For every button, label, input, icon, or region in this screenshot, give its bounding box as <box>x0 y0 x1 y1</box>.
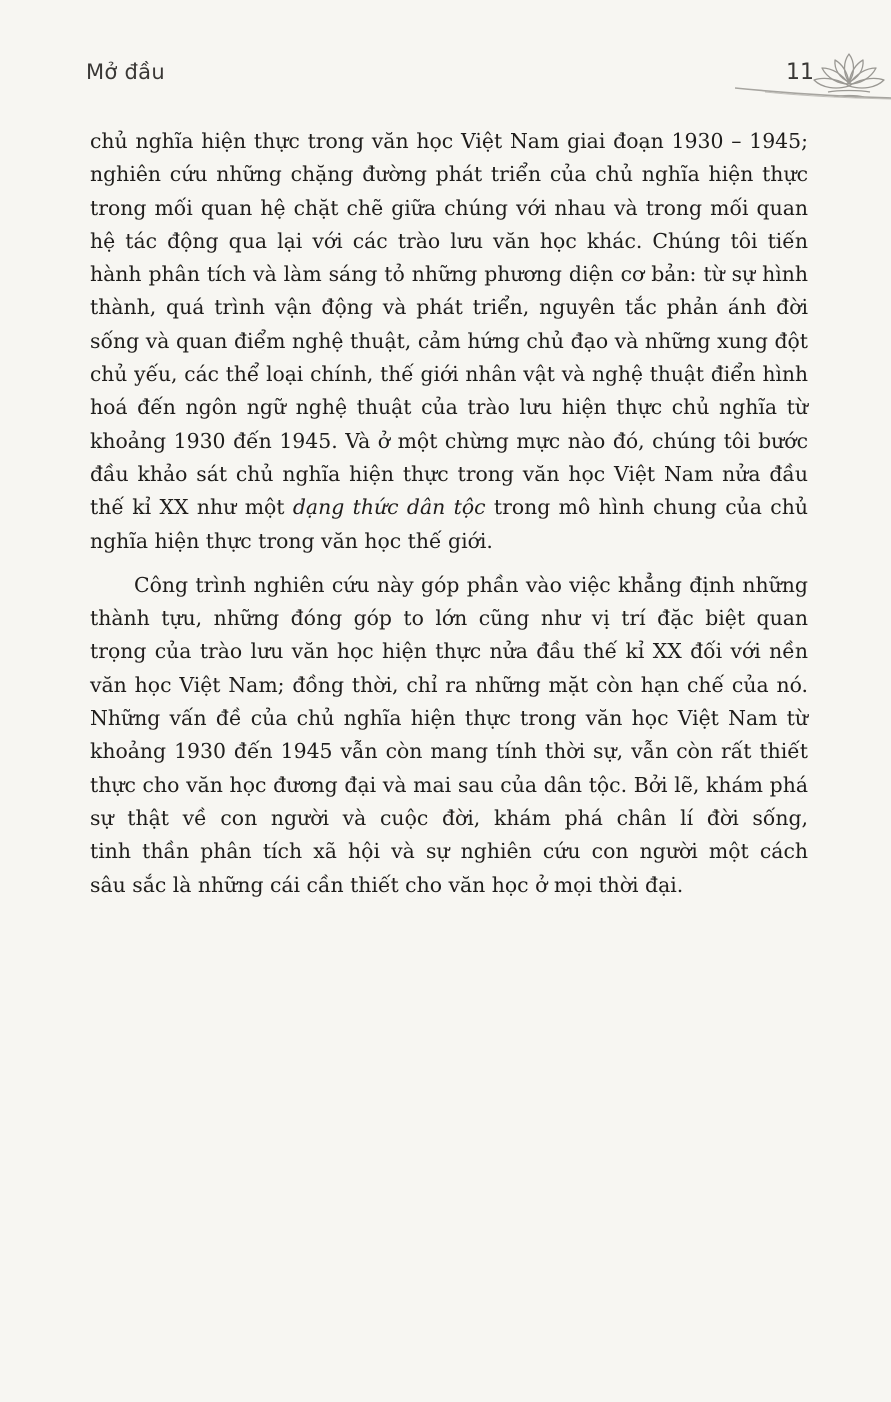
section-title: Mở đầu <box>86 60 165 84</box>
text-line: hệ tác động qua lại với các trào lưu văn học khác. Chúng tôi tiến <box>90 228 808 253</box>
text-line: sâu sắc là những cái cần thiết cho văn học ở mọi thời đại. <box>90 872 684 897</box>
text-line-with-emphasis <box>90 491 808 524</box>
text-line: Công trình nghiên cứu này góp phần vào việc khẳng định những <box>134 572 808 597</box>
text-line: hoá đến ngôn ngữ nghệ thuật của trào lưu hiện thực chủ nghĩa từ <box>90 395 808 420</box>
text-line: trọng của trào lưu văn học hiện thực nửa đầu thế kỉ XX đối với nền <box>90 639 808 664</box>
text-line: sự thật về con người và cuộc đời, khám phá chân lí đời sống, <box>90 805 808 830</box>
paragraph-2 <box>90 569 808 902</box>
text-line: đầu khảo sát chủ nghĩa hiện thực trong văn học Việt Nam nửa đầu <box>90 461 808 486</box>
paragraph-1 <box>90 125 808 558</box>
text-line: hành phân tích và làm sáng tỏ những phương diện cơ bản: từ sự hình <box>90 262 808 287</box>
text-line: thực cho văn học đương đại và mai sau của dân tộc. Bởi lẽ, khám phá <box>90 772 808 797</box>
header-rule <box>735 86 891 106</box>
text-line: tinh thần phân tích xã hội và sự nghiên cứu con người một cách <box>90 839 808 864</box>
body-text <box>90 125 808 902</box>
text-line: văn học Việt Nam; đồng thời, chỉ ra những mặt còn hạn chế của nó. <box>90 672 808 697</box>
text-run: trong mô hình chung của chủ <box>485 495 808 520</box>
page-number: 11 <box>786 60 814 85</box>
text-line: chủ nghĩa hiện thực trong văn học Việt Nam giai đoạn 1930 – 1945; <box>90 129 808 153</box>
text-line: sống và quan điểm nghệ thuật, cảm hứng chủ đạo và những xung đột <box>90 328 808 353</box>
text-line: thành, quá trình vận động và phát triển, nguyên tắc phản ánh đời <box>90 295 808 320</box>
text-line: thành tựu, những đóng góp to lớn cũng như vị trí đặc biệt quan <box>90 606 808 631</box>
text-line: Những vấn đề của chủ nghĩa hiện thực trong văn học Việt Nam từ <box>90 706 808 731</box>
text-line: trong mối quan hệ chặt chẽ giữa chúng với nhau và trong mối quan <box>90 195 808 220</box>
text-line: nghĩa hiện thực trong văn học thế giới. <box>90 528 493 553</box>
emphasis-text: dạng thức dân tộc <box>292 495 486 520</box>
text-line: khoảng 1930 đến 1945. Và ở một chừng mực nào đó, chúng tôi bước <box>90 428 808 453</box>
text-run: thế kỉ XX như một <box>90 495 293 520</box>
text-line: khoảng 1930 đến 1945 vẫn còn mang tính thời sự, vẫn còn rất thiết <box>90 739 808 764</box>
text-line: nghiên cứu những chặng đường phát triển của chủ nghĩa hiện thực <box>90 162 808 187</box>
text-line: chủ yếu, các thể loại chính, thế giới nhân vật và nghệ thuật điển hình <box>90 362 808 387</box>
